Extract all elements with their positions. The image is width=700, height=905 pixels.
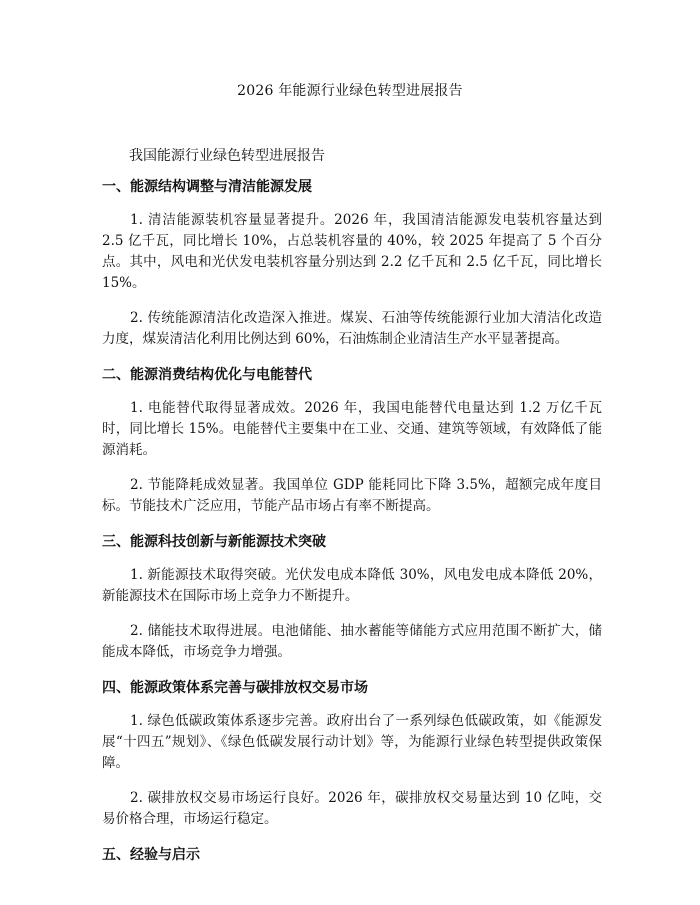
section-4 [102,677,602,830]
document-subtitle: 我国能源行业绿色转型进展报告 [129,148,325,164]
paragraph: 2. 储能技术取得进展。电池储能、抽水蓄能等储能方式应用范围不断扩大，储能成本降低，市场竞争力增强。 [102,623,602,660]
section-heading: 四、能源政策体系完善与碳排放权交易市场 [102,680,368,696]
document-body [102,176,602,878]
paragraph: 2. 传统能源清洁化改造深入推进。煤炭、石油等传统能源行业加大清洁化改造力度，煤炭清洁化利用比例达到 60%，石油炼制企业清洁生产水平显著提高。 [102,310,602,347]
section-heading: 三、能源科技创新与新能源技术突破 [102,534,326,550]
paragraph: 1. 绿色低碳政策体系逐步完善。政府出台了一系列绿色低碳政策，如《能源发展“十四五”规划》、《绿色低碳发展行动计划》等，为能源行业绿色转型提供政策保障。 [102,713,602,771]
paragraph: 2. 节能降耗成效显著。我国单位 GDP 能耗同比下降 3.5%，超额完成年度目标。节能技术广泛应用，节能产品市场占有率不断提高。 [102,477,602,514]
section-1 [102,176,602,350]
document-title: 2026 年能源行业绿色转型进展报告 [237,83,463,99]
section-heading: 一、能源结构调整与清洁能源发展 [102,179,312,195]
paragraph: 1. 清洁能源装机容量显著提升。2026 年，我国清洁能源发电装机容量达到 2.5 亿千瓦，同比增长 10%，占总装机容量的 40%，较 2025 年提高了 5 个百分点。其中，风电和光伏发电装机容量分别达到 2.2 亿千瓦和 2.5 亿千瓦，同比增长 15%。 [102,212,602,291]
section-2 [102,364,602,517]
section-3 [102,531,602,663]
paragraph: 1. 新能源技术取得突破。光伏发电成本降低 30%，风电发电成本降低 20%，新能源技术在国际市场上竞争力不断提升。 [102,567,602,604]
section-heading: 五、经验与启示 [102,847,200,863]
section-heading: 二、能源消费结构优化与电能替代 [102,367,312,383]
section-5 [102,844,602,864]
paragraph: 1. 电能替代取得显著成效。2026 年，我国电能替代电量达到 1.2 万亿千瓦时，同比增长 15%。电能替代主要集中在工业、交通、建筑等领域，有效降低了能源消耗。 [102,400,602,458]
paragraph: 2. 碳排放权交易市场运行良好。2026 年，碳排放权交易量达到 10 亿吨，交易价格合理，市场运行稳定。 [102,790,602,827]
